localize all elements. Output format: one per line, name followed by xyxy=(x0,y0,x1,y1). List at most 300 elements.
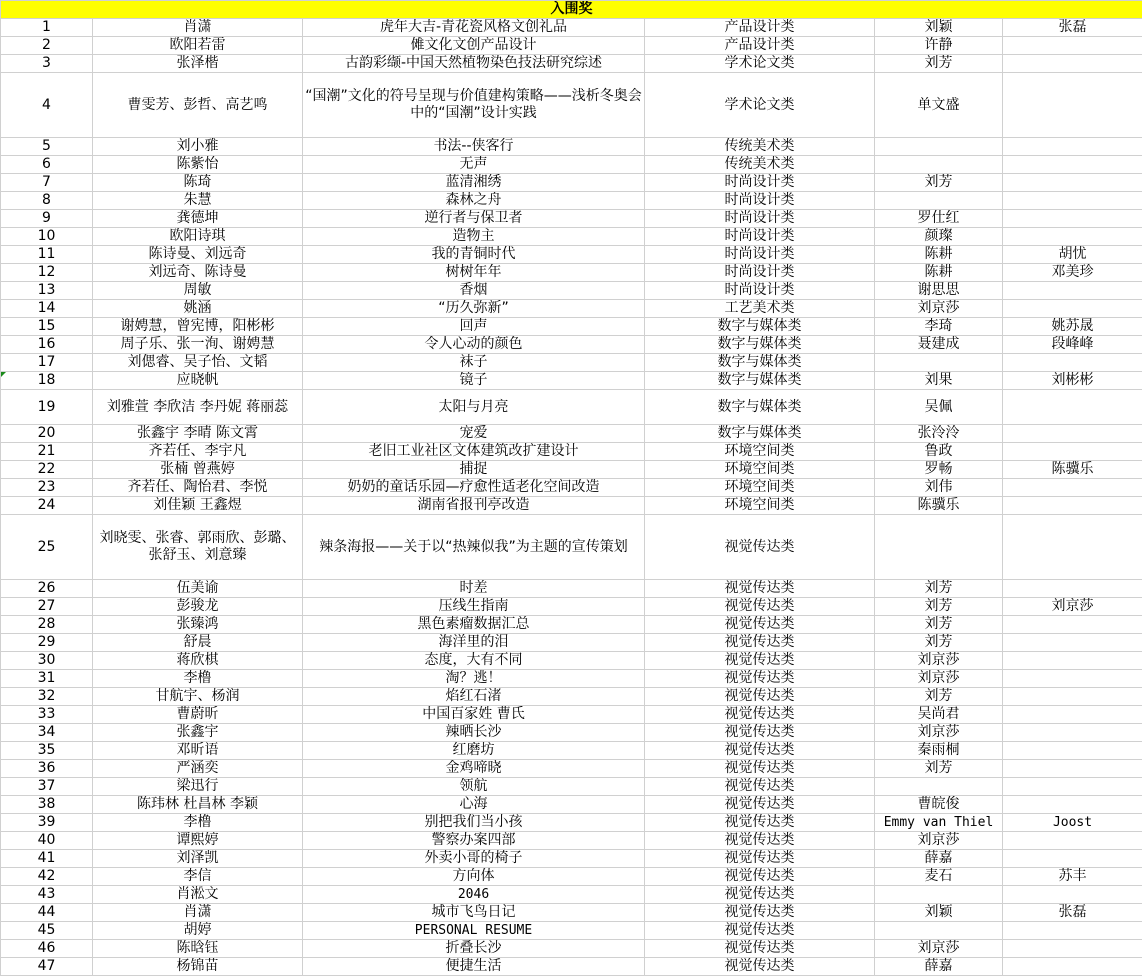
cell-author[interactable]: 肖潇 xyxy=(93,904,303,922)
cell-advisor-1[interactable]: 刘颖 xyxy=(875,904,1003,922)
cell-advisor-2[interactable] xyxy=(1003,210,1142,228)
cell-category[interactable]: 视觉传达类 xyxy=(645,760,875,778)
cell-advisor-2[interactable] xyxy=(1003,228,1142,246)
cell-advisor-2[interactable] xyxy=(1003,354,1142,372)
cell-advisor-2[interactable]: 姚苏晟 xyxy=(1003,318,1142,336)
cell-work-title[interactable]: “历久弥新” xyxy=(303,300,645,318)
cell-work-title[interactable]: 奶奶的童话乐园—疗愈性适老化空间改造 xyxy=(303,479,645,497)
cell-advisor-2[interactable]: 张磊 xyxy=(1003,19,1142,37)
cell-advisor-1[interactable] xyxy=(875,778,1003,796)
cell-work-title[interactable]: 回声 xyxy=(303,318,645,336)
cell-advisor-2[interactable] xyxy=(1003,886,1142,904)
cell-author[interactable]: 李橹 xyxy=(93,814,303,832)
cell-advisor-2[interactable]: 胡忧 xyxy=(1003,246,1142,264)
cell-author[interactable]: 陈玮林 杜昌林 李颖 xyxy=(93,796,303,814)
cell-author[interactable]: 李橹 xyxy=(93,670,303,688)
cell-work-title[interactable]: 折叠长沙 xyxy=(303,940,645,958)
cell-advisor-2[interactable] xyxy=(1003,300,1142,318)
cell-number[interactable]: 23 xyxy=(1,479,93,497)
cell-number[interactable]: 44 xyxy=(1,904,93,922)
cell-number[interactable]: 26 xyxy=(1,580,93,598)
cell-category[interactable]: 视觉传达类 xyxy=(645,688,875,706)
cell-advisor-2[interactable] xyxy=(1003,174,1142,192)
cell-work-title[interactable]: 湖南省报刊亭改造 xyxy=(303,497,645,515)
cell-advisor-2[interactable] xyxy=(1003,479,1142,497)
cell-advisor-2[interactable]: 刘彬彬 xyxy=(1003,372,1142,390)
cell-author[interactable]: 刘雅萱 李欣洁 李丹妮 蒋丽蕊 xyxy=(93,390,303,425)
cell-advisor-2[interactable]: 刘京莎 xyxy=(1003,598,1142,616)
table-row xyxy=(1,425,1142,443)
cell-advisor-1[interactable]: 刘颖 xyxy=(875,19,1003,37)
cell-author[interactable]: 邓昕语 xyxy=(93,742,303,760)
cell-author[interactable]: 应晓帆 xyxy=(93,372,303,390)
cell-category[interactable]: 环境空间类 xyxy=(645,479,875,497)
cell-advisor-1[interactable]: 刘果 xyxy=(875,372,1003,390)
cell-advisor-2[interactable] xyxy=(1003,778,1142,796)
cell-number[interactable]: 22 xyxy=(1,461,93,479)
cell-advisor-2[interactable] xyxy=(1003,580,1142,598)
cell-category[interactable]: 学术论文类 xyxy=(645,55,875,73)
cell-advisor-1[interactable] xyxy=(875,922,1003,940)
cell-author[interactable]: 龚德坤 xyxy=(93,210,303,228)
cell-work-title[interactable]: 袜子 xyxy=(303,354,645,372)
cell-number[interactable]: 45 xyxy=(1,922,93,940)
cell-advisor-1[interactable]: 刘芳 xyxy=(875,174,1003,192)
cell-category[interactable]: 传统美术类 xyxy=(645,138,875,156)
cell-author[interactable]: 刘小雅 xyxy=(93,138,303,156)
table-row xyxy=(1,940,1142,958)
cell-number[interactable]: 16 xyxy=(1,336,93,354)
cell-advisor-2[interactable] xyxy=(1003,634,1142,652)
cell-advisor-1[interactable] xyxy=(875,156,1003,174)
cell-number[interactable]: 40 xyxy=(1,832,93,850)
cell-advisor-1[interactable] xyxy=(875,138,1003,156)
cell-work-title[interactable]: 我的青铜时代 xyxy=(303,246,645,264)
cell-work-title[interactable]: 逆行者与保卫者 xyxy=(303,210,645,228)
cell-category[interactable]: 学术论文类 xyxy=(645,73,875,138)
cell-advisor-2[interactable] xyxy=(1003,742,1142,760)
cell-advisor-1[interactable]: 刘京莎 xyxy=(875,300,1003,318)
cell-advisor-1[interactable]: 刘芳 xyxy=(875,688,1003,706)
cell-author[interactable]: 肖潇 xyxy=(93,19,303,37)
cell-category[interactable]: 产品设计类 xyxy=(645,19,875,37)
cell-category[interactable]: 视觉传达类 xyxy=(645,580,875,598)
cell-author[interactable]: 梁迅行 xyxy=(93,778,303,796)
cell-advisor-1[interactable]: 刘芳 xyxy=(875,634,1003,652)
cell-number[interactable]: 32 xyxy=(1,688,93,706)
table-row xyxy=(1,318,1142,336)
cell-advisor-2[interactable] xyxy=(1003,760,1142,778)
cell-category[interactable]: 视觉传达类 xyxy=(645,706,875,724)
cell-number[interactable]: 36 xyxy=(1,760,93,778)
cell-number[interactable]: 7 xyxy=(1,174,93,192)
cell-work-title[interactable]: 书法--侠客行 xyxy=(303,138,645,156)
cell-work-title[interactable]: PERSONAL RESUME xyxy=(303,922,645,940)
cell-advisor-1[interactable]: 刘芳 xyxy=(875,616,1003,634)
cell-category[interactable]: 时尚设计类 xyxy=(645,192,875,210)
cell-number[interactable]: 24 xyxy=(1,497,93,515)
cell-number[interactable]: 6 xyxy=(1,156,93,174)
cell-category[interactable]: 视觉传达类 xyxy=(645,940,875,958)
cell-advisor-2[interactable] xyxy=(1003,616,1142,634)
cell-number[interactable]: 1 xyxy=(1,19,93,37)
cell-advisor-2[interactable] xyxy=(1003,832,1142,850)
cell-category[interactable]: 视觉传达类 xyxy=(645,616,875,634)
cell-category[interactable]: 视觉传达类 xyxy=(645,814,875,832)
cell-author[interactable]: 曹蔚昕 xyxy=(93,706,303,724)
table-row xyxy=(1,580,1142,598)
cell-advisor-1[interactable]: 聂建成 xyxy=(875,336,1003,354)
cell-advisor-2[interactable] xyxy=(1003,670,1142,688)
cell-number[interactable]: 30 xyxy=(1,652,93,670)
cell-work-title[interactable]: 时差 xyxy=(303,580,645,598)
cell-advisor-1[interactable]: 刘芳 xyxy=(875,598,1003,616)
cell-author[interactable]: 舒晨 xyxy=(93,634,303,652)
cell-category[interactable]: 视觉传达类 xyxy=(645,598,875,616)
cell-work-title[interactable]: 树树年年 xyxy=(303,264,645,282)
cell-work-title[interactable]: 傩文化文创产品设计 xyxy=(303,37,645,55)
cell-work-title[interactable]: 警察办案四部 xyxy=(303,832,645,850)
cell-number[interactable]: 14 xyxy=(1,300,93,318)
cell-advisor-2[interactable] xyxy=(1003,73,1142,138)
cell-number[interactable]: 31 xyxy=(1,670,93,688)
table-row xyxy=(1,904,1142,922)
cell-advisor-2[interactable] xyxy=(1003,652,1142,670)
table-row xyxy=(1,742,1142,760)
cell-number[interactable]: 33 xyxy=(1,706,93,724)
cell-number[interactable]: 28 xyxy=(1,616,93,634)
cell-work-title[interactable]: 红磨坊 xyxy=(303,742,645,760)
cell-category[interactable]: 时尚设计类 xyxy=(645,282,875,300)
cell-category[interactable]: 环境空间类 xyxy=(645,443,875,461)
cell-number[interactable]: 39 xyxy=(1,814,93,832)
cell-advisor-1[interactable]: 罗仕红 xyxy=(875,210,1003,228)
cell-work-title[interactable]: 外卖小哥的椅子 xyxy=(303,850,645,868)
cell-advisor-1[interactable]: 刘芳 xyxy=(875,580,1003,598)
cell-work-title[interactable]: 焰红石渚 xyxy=(303,688,645,706)
cell-author[interactable]: 陈诗曼、刘远奇 xyxy=(93,246,303,264)
cell-author[interactable]: 甘航宇、杨润 xyxy=(93,688,303,706)
cell-author[interactable]: 齐若任、李宇凡 xyxy=(93,443,303,461)
cell-advisor-2[interactable] xyxy=(1003,515,1142,580)
cell-category[interactable]: 产品设计类 xyxy=(645,37,875,55)
cell-work-title[interactable]: 方向体 xyxy=(303,868,645,886)
cell-advisor-2[interactable] xyxy=(1003,688,1142,706)
table-row xyxy=(1,461,1142,479)
cell-category[interactable]: 视觉传达类 xyxy=(645,796,875,814)
cell-advisor-1[interactable]: 罗畅 xyxy=(875,461,1003,479)
cell-work-title[interactable]: 造物主 xyxy=(303,228,645,246)
cell-advisor-2[interactable] xyxy=(1003,425,1142,443)
cell-author[interactable]: 伍美谕 xyxy=(93,580,303,598)
cell-number[interactable]: 25 xyxy=(1,515,93,580)
cell-category[interactable]: 数字与媒体类 xyxy=(645,372,875,390)
cell-category[interactable]: 传统美术类 xyxy=(645,156,875,174)
cell-advisor-2[interactable]: 段峰峰 xyxy=(1003,336,1142,354)
cell-advisor-1[interactable]: 谢思思 xyxy=(875,282,1003,300)
cell-advisor-2[interactable] xyxy=(1003,850,1142,868)
table-row xyxy=(1,443,1142,461)
cell-category[interactable]: 数字与媒体类 xyxy=(645,354,875,372)
cell-category[interactable]: 视觉传达类 xyxy=(645,922,875,940)
table-row xyxy=(1,706,1142,724)
cell-category[interactable]: 时尚设计类 xyxy=(645,228,875,246)
cell-work-title[interactable]: 森林之舟 xyxy=(303,192,645,210)
cell-advisor-1[interactable]: 刘京莎 xyxy=(875,724,1003,742)
cell-work-title[interactable]: 宠爱 xyxy=(303,425,645,443)
cell-advisor-1[interactable]: 许静 xyxy=(875,37,1003,55)
cell-advisor-1[interactable]: 陈耕 xyxy=(875,246,1003,264)
cell-category[interactable]: 环境空间类 xyxy=(645,497,875,515)
cell-advisor-2[interactable]: 陈骥乐 xyxy=(1003,461,1142,479)
cell-author[interactable]: 朱慧 xyxy=(93,192,303,210)
cell-advisor-2[interactable] xyxy=(1003,37,1142,55)
table-row xyxy=(1,264,1142,282)
cell-category[interactable]: 工艺美术类 xyxy=(645,300,875,318)
cell-advisor-1[interactable]: 陈耕 xyxy=(875,264,1003,282)
cell-work-title[interactable]: 压线生指南 xyxy=(303,598,645,616)
cell-author[interactable]: 肖淞文 xyxy=(93,886,303,904)
cell-advisor-1[interactable]: 刘京莎 xyxy=(875,652,1003,670)
cell-number[interactable]: 41 xyxy=(1,850,93,868)
cell-author[interactable]: 杨锦苗 xyxy=(93,958,303,976)
cell-author[interactable]: 谭熙婷 xyxy=(93,832,303,850)
cell-work-title[interactable]: 捕捉 xyxy=(303,461,645,479)
cell-work-title[interactable]: 古韵彩缬-中国天然植物染色技法研究综述 xyxy=(303,55,645,73)
cell-number[interactable]: 38 xyxy=(1,796,93,814)
cell-number[interactable]: 21 xyxy=(1,443,93,461)
cell-category[interactable]: 视觉传达类 xyxy=(645,778,875,796)
cell-category[interactable]: 视觉传达类 xyxy=(645,868,875,886)
cell-work-title[interactable]: 镜子 xyxy=(303,372,645,390)
cell-number[interactable]: 17 xyxy=(1,354,93,372)
cell-category[interactable]: 视觉传达类 xyxy=(645,515,875,580)
cell-advisor-1[interactable]: 薛嘉 xyxy=(875,850,1003,868)
cell-advisor-2[interactable] xyxy=(1003,443,1142,461)
cell-number[interactable]: 10 xyxy=(1,228,93,246)
cell-category[interactable]: 时尚设计类 xyxy=(645,210,875,228)
cell-category[interactable]: 视觉传达类 xyxy=(645,886,875,904)
cell-work-title[interactable]: 城市飞鸟日记 xyxy=(303,904,645,922)
cell-category[interactable]: 数字与媒体类 xyxy=(645,336,875,354)
cell-author[interactable]: 张泽楷 xyxy=(93,55,303,73)
cell-author[interactable]: 周敏 xyxy=(93,282,303,300)
cell-advisor-2[interactable]: 张磊 xyxy=(1003,904,1142,922)
cell-advisor-2[interactable] xyxy=(1003,138,1142,156)
cell-number[interactable]: 46 xyxy=(1,940,93,958)
cell-work-title[interactable]: 辣晒长沙 xyxy=(303,724,645,742)
cell-author[interactable]: 欧阳诗琪 xyxy=(93,228,303,246)
cell-advisor-1[interactable]: 颜璨 xyxy=(875,228,1003,246)
cell-category[interactable]: 时尚设计类 xyxy=(645,264,875,282)
cell-number[interactable]: 4 xyxy=(1,73,93,138)
cell-author[interactable]: 欧阳若雷 xyxy=(93,37,303,55)
cell-author[interactable]: 陈晗钰 xyxy=(93,940,303,958)
cell-advisor-2[interactable] xyxy=(1003,706,1142,724)
cell-author[interactable]: 刘晓雯、张睿、郭雨欣、彭璐、张舒玉、刘意臻 xyxy=(93,515,303,580)
cell-author[interactable]: 彭骏龙 xyxy=(93,598,303,616)
cell-category[interactable]: 视觉传达类 xyxy=(645,724,875,742)
cell-advisor-1[interactable]: 秦雨桐 xyxy=(875,742,1003,760)
table-row xyxy=(1,515,1142,580)
cell-author[interactable]: 张鑫宇 xyxy=(93,724,303,742)
cell-author[interactable]: 胡婷 xyxy=(93,922,303,940)
cell-number[interactable]: 34 xyxy=(1,724,93,742)
cell-author[interactable]: 姚涵 xyxy=(93,300,303,318)
cell-author[interactable]: 张鑫宇 李晴 陈文霄 xyxy=(93,425,303,443)
cell-work-title[interactable]: 淘？逃！ xyxy=(303,670,645,688)
cell-advisor-2[interactable]: 邓美珍 xyxy=(1003,264,1142,282)
cell-work-title[interactable]: 金鸡啼晓 xyxy=(303,760,645,778)
cell-work-title[interactable]: 香烟 xyxy=(303,282,645,300)
cell-author[interactable]: 张楠 曾燕婷 xyxy=(93,461,303,479)
cell-number[interactable]: 43 xyxy=(1,886,93,904)
cell-category[interactable]: 视觉传达类 xyxy=(645,958,875,976)
cell-work-title[interactable]: 心海 xyxy=(303,796,645,814)
cell-number[interactable]: 19 xyxy=(1,390,93,425)
cell-category[interactable]: 视觉传达类 xyxy=(645,904,875,922)
cell-category[interactable]: 时尚设计类 xyxy=(645,174,875,192)
cell-category[interactable]: 数字与媒体类 xyxy=(645,318,875,336)
cell-author[interactable]: 陈紫怡 xyxy=(93,156,303,174)
cell-author[interactable]: 谢娉慧，曾宪博，阳彬彬 xyxy=(93,318,303,336)
cell-number[interactable]: 18 xyxy=(1,372,93,390)
cell-advisor-1[interactable]: 曹皖俊 xyxy=(875,796,1003,814)
cell-author[interactable]: 周子乐、张一洵、谢娉慧 xyxy=(93,336,303,354)
table-row xyxy=(1,210,1142,228)
cell-number[interactable]: 47 xyxy=(1,958,93,976)
cell-work-title[interactable]: 别把我们当小孩 xyxy=(303,814,645,832)
cell-advisor-2[interactable] xyxy=(1003,55,1142,73)
cell-advisor-2[interactable] xyxy=(1003,156,1142,174)
cell-author[interactable]: 刘泽凯 xyxy=(93,850,303,868)
table-row xyxy=(1,55,1142,73)
cell-author[interactable]: 严涵奕 xyxy=(93,760,303,778)
cell-author[interactable]: 蒋欣棋 xyxy=(93,652,303,670)
cell-advisor-2[interactable]: Joost xyxy=(1003,814,1142,832)
cell-work-title[interactable]: 2046 xyxy=(303,886,645,904)
cell-advisor-1[interactable]: 刘芳 xyxy=(875,55,1003,73)
cell-number[interactable]: 15 xyxy=(1,318,93,336)
cell-advisor-2[interactable] xyxy=(1003,958,1142,976)
cell-category[interactable]: 时尚设计类 xyxy=(645,246,875,264)
cell-author[interactable]: 张臻鸿 xyxy=(93,616,303,634)
cell-category[interactable]: 数字与媒体类 xyxy=(645,425,875,443)
cell-author[interactable]: 李信 xyxy=(93,868,303,886)
cell-author[interactable]: 曹雯芳、彭哲、高艺鸣 xyxy=(93,73,303,138)
cell-advisor-2[interactable] xyxy=(1003,724,1142,742)
cell-author[interactable]: 刘远奇、陈诗曼 xyxy=(93,264,303,282)
cell-advisor-1[interactable]: 薛嘉 xyxy=(875,958,1003,976)
cell-author[interactable]: 齐若任、陶怡君、李悦 xyxy=(93,479,303,497)
cell-work-title[interactable]: 无声 xyxy=(303,156,645,174)
cell-number[interactable]: 2 xyxy=(1,37,93,55)
cell-work-title[interactable]: “国潮”文化的符号呈现与价值建构策略——浅析冬奥会中的“国潮”设计实践 xyxy=(303,73,645,138)
cell-number[interactable]: 5 xyxy=(1,138,93,156)
cell-number[interactable]: 37 xyxy=(1,778,93,796)
cell-number[interactable]: 12 xyxy=(1,264,93,282)
table-row xyxy=(1,670,1142,688)
cell-work-title[interactable]: 虎年大吉-青花瓷风格文创礼品 xyxy=(303,19,645,37)
cell-advisor-1[interactable]: Emmy van Thiel xyxy=(875,814,1003,832)
cell-number[interactable]: 3 xyxy=(1,55,93,73)
cell-category[interactable]: 视觉传达类 xyxy=(645,832,875,850)
cell-advisor-1[interactable]: 刘芳 xyxy=(875,760,1003,778)
cell-advisor-1[interactable] xyxy=(875,192,1003,210)
cell-advisor-1[interactable]: 刘京莎 xyxy=(875,940,1003,958)
cell-author[interactable]: 刘佳颖 王鑫煜 xyxy=(93,497,303,515)
cell-number[interactable]: 11 xyxy=(1,246,93,264)
cell-work-title[interactable]: 黑色素瘤数据汇总 xyxy=(303,616,645,634)
cell-category[interactable]: 环境空间类 xyxy=(645,461,875,479)
cell-advisor-1[interactable]: 张泠泠 xyxy=(875,425,1003,443)
cell-work-title[interactable]: 太阳与月亮 xyxy=(303,390,645,425)
cell-category[interactable]: 视觉传达类 xyxy=(645,850,875,868)
cell-advisor-2[interactable] xyxy=(1003,497,1142,515)
cell-work-title[interactable]: 便捷生活 xyxy=(303,958,645,976)
cell-work-title[interactable]: 态度，大有不同 xyxy=(303,652,645,670)
cell-advisor-2[interactable] xyxy=(1003,282,1142,300)
cell-work-title[interactable]: 海洋里的泪 xyxy=(303,634,645,652)
cell-work-title[interactable]: 蓝清湘绣 xyxy=(303,174,645,192)
cell-advisor-1[interactable]: 刘京莎 xyxy=(875,670,1003,688)
cell-advisor-2[interactable] xyxy=(1003,796,1142,814)
table-row xyxy=(1,73,1142,138)
cell-category[interactable]: 视觉传达类 xyxy=(645,670,875,688)
cell-advisor-2[interactable] xyxy=(1003,922,1142,940)
cell-work-title[interactable]: 令人心动的颜色 xyxy=(303,336,645,354)
cell-number[interactable]: 27 xyxy=(1,598,93,616)
cell-advisor-1[interactable] xyxy=(875,515,1003,580)
table-row xyxy=(1,354,1142,372)
cell-advisor-1[interactable]: 吴佩 xyxy=(875,390,1003,425)
cell-advisor-1[interactable]: 吴尚君 xyxy=(875,706,1003,724)
cell-number[interactable]: 29 xyxy=(1,634,93,652)
cell-advisor-1[interactable]: 李琦 xyxy=(875,318,1003,336)
cell-advisor-1[interactable] xyxy=(875,354,1003,372)
cell-number[interactable]: 8 xyxy=(1,192,93,210)
cell-advisor-1[interactable]: 单文盛 xyxy=(875,73,1003,138)
cell-advisor-2[interactable] xyxy=(1003,940,1142,958)
cell-work-title[interactable]: 领航 xyxy=(303,778,645,796)
cell-advisor-1[interactable] xyxy=(875,886,1003,904)
cell-category[interactable]: 视觉传达类 xyxy=(645,742,875,760)
cell-author[interactable]: 刘偲睿、吴子怡、文韬 xyxy=(93,354,303,372)
cell-work-title[interactable]: 老旧工业社区文体建筑改扩建设计 xyxy=(303,443,645,461)
cell-number[interactable]: 35 xyxy=(1,742,93,760)
cell-author[interactable]: 陈琦 xyxy=(93,174,303,192)
cell-advisor-1[interactable]: 刘伟 xyxy=(875,479,1003,497)
cell-number[interactable]: 42 xyxy=(1,868,93,886)
table-row xyxy=(1,138,1142,156)
cell-category[interactable]: 视觉传达类 xyxy=(645,634,875,652)
cell-advisor-1[interactable]: 鲁政 xyxy=(875,443,1003,461)
cell-advisor-2[interactable]: 苏丰 xyxy=(1003,868,1142,886)
cell-advisor-1[interactable]: 刘京莎 xyxy=(875,832,1003,850)
cell-number[interactable]: 20 xyxy=(1,425,93,443)
cell-advisor-1[interactable]: 麦石 xyxy=(875,868,1003,886)
cell-advisor-2[interactable] xyxy=(1003,192,1142,210)
cell-number[interactable]: 13 xyxy=(1,282,93,300)
sheet-title-cell[interactable]: 入围奖 xyxy=(1,1,1142,19)
cell-category[interactable]: 数字与媒体类 xyxy=(645,390,875,425)
cell-category[interactable]: 视觉传达类 xyxy=(645,652,875,670)
cell-advisor-1[interactable]: 陈骥乐 xyxy=(875,497,1003,515)
cell-number[interactable]: 9 xyxy=(1,210,93,228)
cell-work-title[interactable]: 中国百家姓 曹氏 xyxy=(303,706,645,724)
cell-advisor-2[interactable] xyxy=(1003,390,1142,425)
cell-work-title[interactable]: 辣条海报——关于以“热辣似我”为主题的宣传策划 xyxy=(303,515,645,580)
